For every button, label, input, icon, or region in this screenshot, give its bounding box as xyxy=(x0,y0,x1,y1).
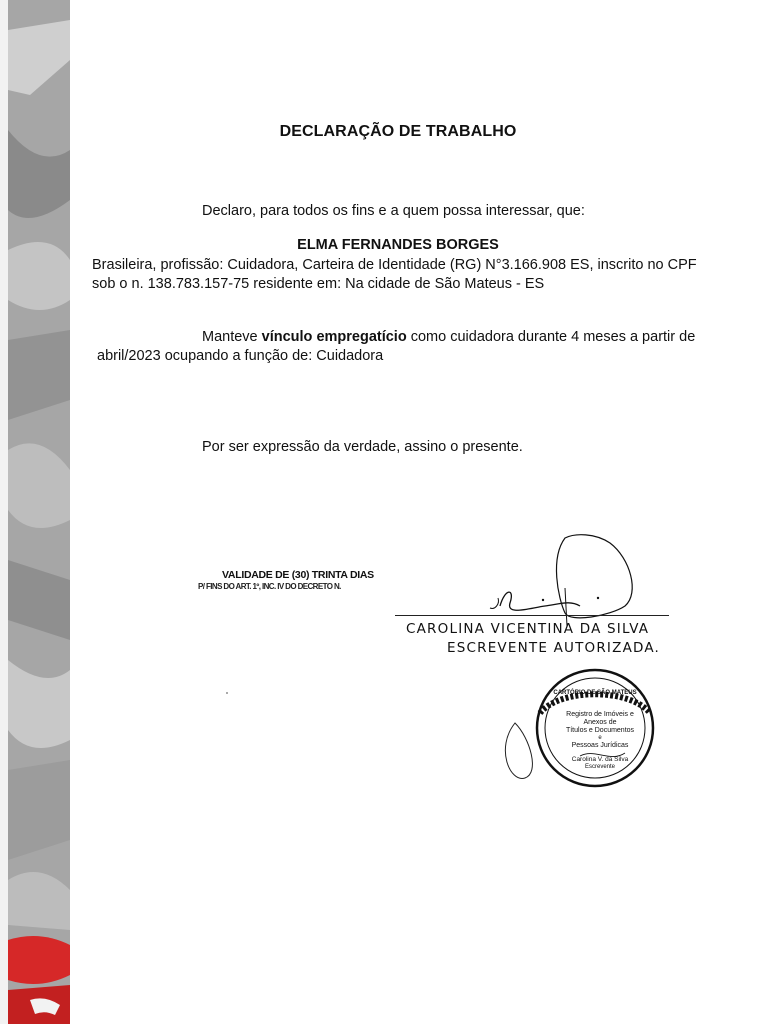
decorative-side-strip xyxy=(0,0,70,1024)
employment-bold: vínculo empregatício xyxy=(261,329,407,345)
employment-suffix: como cuidadora durante 4 meses a partir de xyxy=(406,329,696,345)
scan-speck xyxy=(226,692,228,694)
employment-statement-line-1 xyxy=(202,328,695,347)
validity-stamp-line-1: VALIDADE DE (30) TRINTA DIAS xyxy=(222,569,374,581)
seal-line-3: Títulos e Documentos xyxy=(565,727,635,734)
signatory-role: ESCREVENTE AUTORIZADA. xyxy=(447,640,661,656)
seal-ring-text: CARTÓRIO DE SÃO MATEUS xyxy=(553,690,637,696)
employee-details-line-2: sob o n. 138.783.157-75 residente em: Na cidade de São Mateus - ES xyxy=(92,276,545,292)
notary-seal xyxy=(500,668,660,798)
intro-text: Declaro, para todos os fins e a quem possa interessar, que: xyxy=(202,203,585,219)
closing-statement: Por ser expressão da verdade, assino o presente. xyxy=(202,439,523,455)
validity-stamp xyxy=(198,569,388,599)
seal-line-2: Anexos de xyxy=(583,719,617,726)
seal-line-4: e xyxy=(598,735,602,741)
document-title: DECLARAÇÃO DE TRABALHO xyxy=(279,123,517,140)
employee-details-line-1: Brasileira, profissão: Cuidadora, Carteira de Identidade (RG) N°3.166.908 ES, inscrito no CPF xyxy=(92,257,697,273)
employee-name: ELMA FERNANDES BORGES xyxy=(297,237,499,253)
signature-line xyxy=(395,615,669,616)
employment-prefix: Manteve xyxy=(202,329,262,345)
signatory-name: CAROLINA VICENTINA DA SILVA xyxy=(406,621,650,637)
seal-line-6: Carolina V. da Silva xyxy=(571,756,629,763)
validity-stamp-line-2: P/ FINS DO ART. 1º, INC. IV DO DECRETO N. xyxy=(198,582,341,591)
seal-line-5: Pessoas Jurídicas xyxy=(571,742,629,749)
employment-statement-line-2: abril/2023 ocupando a função de: Cuidadora xyxy=(97,348,384,364)
handwritten-signature xyxy=(470,528,650,628)
seal-line-7: Escrevente xyxy=(584,764,616,770)
seal-line-1: Registro de Imóveis e xyxy=(566,711,634,718)
